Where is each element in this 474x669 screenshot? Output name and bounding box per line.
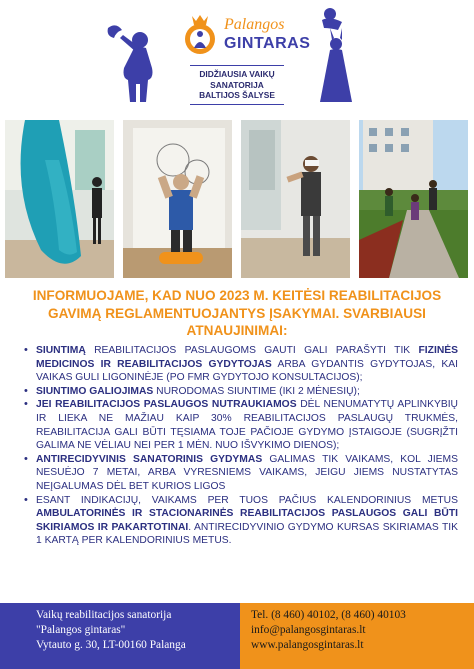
list-item bbox=[24, 494, 458, 548]
item-bold: SIUNTIMĄ bbox=[36, 345, 86, 356]
tagline-line: DIDŽIAUSIA VAIKŲ bbox=[199, 69, 275, 79]
list-item bbox=[24, 398, 458, 452]
footer-phone[interactable]: Tel. (8 460) 40102, (8 460) 40103 bbox=[251, 609, 406, 621]
item-text: GALIMAS TIK VAIKAMS, KOL JIEMS NESUĖJO 7 METAI, ARBA VYRESNIEMS VAIKAMS, JEIGU JIEMS NUSTATYTAS NEĮGALUMAS DĖL BET KURIOS LIGOS bbox=[36, 453, 458, 492]
photo-aerial-yoga-room bbox=[5, 120, 114, 278]
item-text: REABILITACIJOS PASLAUGOMS GAUTI GALI PARAŠYTI TIK bbox=[85, 345, 419, 356]
item-text: ESANT INDIKACIJŲ, VAIKAMS PER TUOS PAČIUS KALENDORINIUS METUS bbox=[36, 494, 458, 506]
list-item bbox=[24, 453, 458, 494]
tagline-line: BALTIJOS ŠALYSE bbox=[199, 90, 275, 100]
announcement-heading bbox=[20, 287, 454, 340]
item-text: NURODOMAS SIUNTIME (IKI 2 MĖNESIŲ); bbox=[153, 385, 360, 397]
list-item bbox=[24, 344, 458, 385]
updates-list bbox=[24, 344, 458, 548]
item-bold: AMBULATORINĖS IR STACIONARINĖS REABILITACIJOS PASLAUGOS GALI BŪTI SKIRIAMOS IR PAKARTOTINAI bbox=[36, 508, 458, 533]
tagline-rule-bottom bbox=[190, 104, 284, 105]
footer-website-link[interactable]: www.palangosgintaras.lt bbox=[251, 638, 364, 651]
tagline-line: SANATORIJA bbox=[210, 79, 264, 90]
heading-line: INFORMUOJAME, KAD NUO 2023 M. KEITĖSI REABILITACIJOS bbox=[32, 288, 442, 303]
logo-word-palangos: Palangos bbox=[224, 16, 285, 33]
footer-street-address: Vytauto g. 30, LT-00160 Palanga bbox=[36, 638, 186, 651]
item-bold: ANTIRECIDYVINIS SANATORINIS GYDYMAS bbox=[36, 453, 263, 465]
photo-vr-headset-child bbox=[241, 120, 350, 278]
item-bold: JEI REABILITACIJOS PASLAUGOS NUTRAUKIAMOS bbox=[36, 399, 297, 411]
logo-mark-icon bbox=[178, 12, 222, 56]
logo-word-gintaras: GINTARAS bbox=[224, 35, 311, 52]
palangos-gintaras-logo bbox=[178, 4, 311, 60]
list-item bbox=[24, 385, 458, 399]
footer-org-brand: "Palangos gintaras" bbox=[36, 623, 126, 636]
footer-org-name: Vaikų reabilitacijos sanatorija bbox=[36, 609, 172, 621]
photo-child-wall-exercise bbox=[123, 120, 232, 278]
footer-email-link[interactable]: info@palangosgintaras.lt bbox=[251, 623, 366, 636]
photo-outdoor-walkway bbox=[359, 120, 468, 278]
item-text: . ANTIRECIDYVINIO GYDYMO KURSAS SKIRIAMAS TIK 1 KARTĄ PER KALENDORINIUS METUS. bbox=[36, 521, 458, 547]
heading-line: GAVIMĄ REGLAMENTUOJANTYS ĮSAKYMAI. SVARBIAUSI bbox=[48, 305, 426, 321]
tagline-rule-top bbox=[190, 65, 284, 66]
tagline bbox=[170, 69, 304, 101]
item-bold: SIUNTIMO GALIOJIMAS bbox=[36, 385, 154, 397]
mother-lifting-child-silhouette bbox=[306, 4, 370, 108]
page-header bbox=[0, 0, 474, 112]
footer-address bbox=[36, 608, 186, 652]
item-text: ARBA GYDANTIS GYDYTOJAS, KAI VAIKAS GULI LIGONINĖJE (PO FMR GYDYTOJO KONSULTACIJOS); bbox=[36, 358, 458, 384]
item-text: DĖL NENUMATYTŲ APLINKYBIŲ IR LIEKA NE MAŽIAU KAIP 30% REABILITACIJOS PASLAUGŲ TRUKMĖS, REABILITACIJA GALI BŪTI TĘSIAMA TOJE PAČIOJE GYDYMO ĮSTAIGOJE (SUGRĮŽTI GALIMA NE VĖLIAU NEI PER 1 MĖN. NUO IŠVYKIMO DIENOS); bbox=[36, 399, 458, 452]
footer-contacts bbox=[251, 608, 406, 652]
item-bold: FIZINĖS MEDICINOS IR REABILITACIJOS GYDYTOJAS bbox=[36, 345, 458, 370]
child-with-butterfly-silhouette bbox=[96, 18, 168, 110]
heading-line: ATNAUJINIMAI: bbox=[186, 323, 288, 338]
